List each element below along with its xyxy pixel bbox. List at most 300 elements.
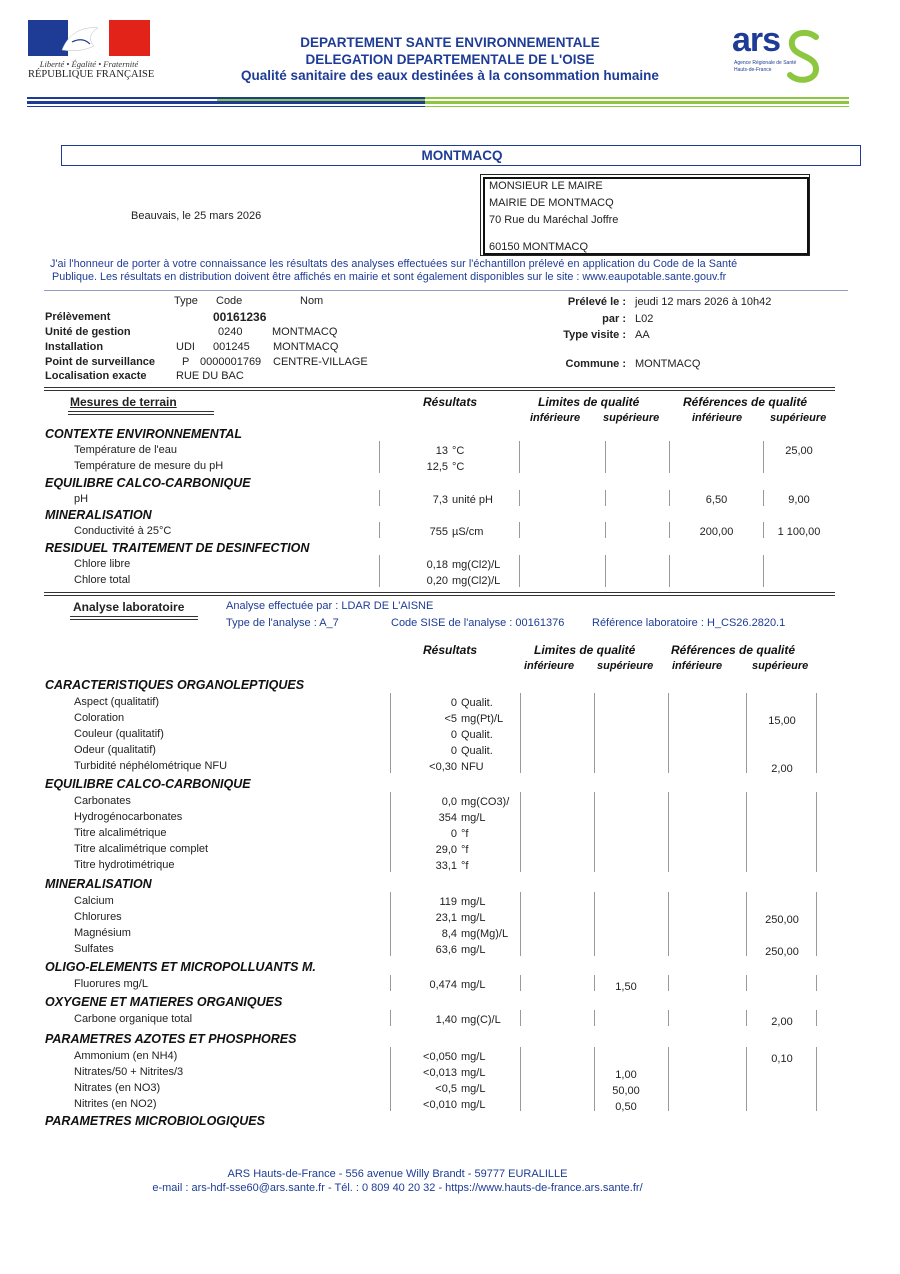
labo-param-value: 33,1 bbox=[435, 860, 457, 872]
labo-ref-sup: 2,00 bbox=[771, 763, 793, 775]
column-divider bbox=[746, 824, 747, 840]
column-divider bbox=[668, 924, 669, 940]
column-divider bbox=[390, 1063, 391, 1079]
column-divider bbox=[379, 571, 380, 587]
header-divider bbox=[27, 97, 849, 109]
labo-type-analyse: Type de l'analyse : A_7 bbox=[226, 617, 339, 629]
column-divider bbox=[668, 709, 669, 725]
terrain-param-value: 7,3 bbox=[432, 494, 448, 506]
footer-line2: e-mail : ars-hdf-sse60@ars.sante.fr - Tél. : 0 809 40 20 32 - https://www.hauts-de-france.ars.sante.fr/ bbox=[152, 1182, 643, 1194]
labo-param-name: Titre hydrotimétrique bbox=[74, 859, 175, 871]
column-divider bbox=[816, 757, 817, 773]
labo-col-ref-sup: supérieure bbox=[752, 660, 809, 672]
column-divider bbox=[668, 908, 669, 924]
terrain-col-lim-inf: inférieure bbox=[530, 412, 581, 424]
column-divider bbox=[816, 924, 817, 940]
terrain-col-ref-inf: inférieure bbox=[692, 412, 743, 424]
labo-param-value: 0,474 bbox=[429, 979, 457, 991]
column-divider bbox=[816, 840, 817, 856]
column-divider bbox=[520, 924, 521, 940]
column-divider bbox=[746, 908, 747, 924]
labo-param-value: <0,30 bbox=[429, 761, 457, 773]
column-divider bbox=[390, 725, 391, 741]
labo-param-unit: mg/L bbox=[461, 979, 486, 991]
terrain-col-resultats: Résultats bbox=[423, 395, 478, 409]
terrain-param-value: 0,20 bbox=[426, 575, 448, 587]
column-divider bbox=[520, 792, 521, 808]
column-divider bbox=[746, 1047, 747, 1063]
terrain-rule bbox=[44, 387, 835, 391]
terrain-param-unit: °C bbox=[452, 445, 465, 457]
labo-lim-sup: 50,00 bbox=[612, 1085, 640, 1097]
column-divider bbox=[668, 1047, 669, 1063]
labo-param-unit: Qualit. bbox=[461, 729, 493, 741]
labo-title: Analyse laboratoire bbox=[73, 600, 185, 614]
labo-param-value: <0,013 bbox=[423, 1067, 457, 1079]
column-divider bbox=[816, 1010, 817, 1026]
column-divider bbox=[816, 709, 817, 725]
column-divider bbox=[668, 1063, 669, 1079]
column-divider bbox=[390, 1095, 391, 1111]
column-divider bbox=[390, 1010, 391, 1026]
labo-param-value: 63,6 bbox=[435, 944, 457, 956]
column-divider bbox=[746, 940, 747, 956]
column-divider bbox=[390, 808, 391, 824]
col-type: Type bbox=[174, 295, 198, 307]
labo-param-name: Nitrites (en NO2) bbox=[74, 1098, 157, 1110]
column-divider bbox=[668, 808, 669, 824]
column-divider bbox=[390, 709, 391, 725]
labo-param-name: Odeur (qualitatif) bbox=[74, 744, 156, 756]
labo-param-name: Aspect (qualitatif) bbox=[74, 696, 159, 708]
col-nom: Nom bbox=[300, 295, 324, 307]
terrain-param-value: 0,18 bbox=[426, 559, 448, 571]
column-divider bbox=[594, 940, 595, 956]
labo-param-unit: °f bbox=[461, 828, 469, 840]
terrain-bottom-rule bbox=[44, 592, 835, 596]
column-divider bbox=[669, 490, 670, 506]
column-divider bbox=[746, 709, 747, 725]
column-divider bbox=[594, 693, 595, 709]
par-label: par : bbox=[602, 313, 626, 325]
column-divider bbox=[520, 840, 521, 856]
column-divider bbox=[816, 725, 817, 741]
labo-ref-sup: 0,10 bbox=[771, 1053, 793, 1065]
column-divider bbox=[763, 571, 764, 587]
labo-param-unit: Qualit. bbox=[461, 697, 493, 709]
labo-param-unit: mg/L bbox=[461, 1099, 486, 1111]
column-divider bbox=[520, 908, 521, 924]
column-divider bbox=[668, 940, 669, 956]
address-line: MONSIEUR LE MAIRE bbox=[489, 180, 603, 192]
column-divider bbox=[594, 709, 595, 725]
terrain-ref-sup: 25,00 bbox=[785, 445, 813, 457]
labo-effectuee: Analyse effectuée par : LDAR DE L'AISNE bbox=[226, 600, 434, 612]
labo-group-title: OXYGENE ET MATIERES ORGANIQUES bbox=[45, 995, 283, 1009]
unite-nom: MONTMACQ bbox=[272, 326, 338, 338]
labo-param-unit: Qualit. bbox=[461, 745, 493, 757]
terrain-param-name: Température de l'eau bbox=[74, 444, 177, 456]
column-divider bbox=[379, 522, 380, 538]
terrain-col-references: Références de qualité bbox=[683, 395, 808, 409]
column-divider bbox=[390, 840, 391, 856]
point-nom: CENTRE-VILLAGE bbox=[273, 356, 368, 368]
column-divider bbox=[594, 792, 595, 808]
column-divider bbox=[605, 441, 606, 457]
labo-param-unit: mg/L bbox=[461, 1083, 486, 1095]
labo-param-value: 354 bbox=[438, 812, 457, 824]
column-divider bbox=[594, 741, 595, 757]
ars-swoosh-icon bbox=[784, 29, 824, 85]
column-divider bbox=[594, 1047, 595, 1063]
date-line: Beauvais, le 25 mars 2026 bbox=[131, 210, 262, 222]
labo-lim-sup: 1,50 bbox=[615, 981, 637, 993]
address-line: MAIRIE DE MONTMACQ bbox=[489, 197, 614, 209]
column-divider bbox=[668, 892, 669, 908]
labo-param-name: Turbidité néphélométrique NFU bbox=[74, 760, 228, 772]
par-val: L02 bbox=[635, 313, 654, 325]
terrain-param-name: Chlore libre bbox=[74, 558, 131, 570]
column-divider bbox=[746, 924, 747, 940]
column-divider bbox=[746, 892, 747, 908]
column-divider bbox=[816, 1047, 817, 1063]
column-divider bbox=[763, 441, 764, 457]
column-divider bbox=[746, 1095, 747, 1111]
header-line3: Qualité sanitaire des eaux destinées à la consommation humaine bbox=[241, 68, 659, 83]
intro-line2: Publique. Les résultats en distribution doivent être affichés en mairie et sont également disponibles sur le site : www.eaupotable.sante.gouv.fr bbox=[52, 271, 727, 283]
installation-label: Installation bbox=[45, 341, 104, 353]
labo-col-lim-sup: supérieure bbox=[597, 660, 654, 672]
column-divider bbox=[668, 856, 669, 872]
labo-param-unit: mg/L bbox=[461, 812, 486, 824]
column-divider bbox=[594, 1079, 595, 1095]
republique-motto: Liberté • Égalité • Fraternité bbox=[39, 59, 139, 69]
type-visite-val: AA bbox=[635, 329, 650, 341]
labo-param-name: Nitrates (en NO3) bbox=[74, 1082, 161, 1094]
labo-param-name: Nitrates/50 + Nitrites/3 bbox=[74, 1066, 184, 1078]
column-divider bbox=[669, 441, 670, 457]
installation-code: 001245 bbox=[213, 341, 250, 353]
column-divider bbox=[519, 571, 520, 587]
column-divider bbox=[390, 1047, 391, 1063]
column-divider bbox=[520, 1095, 521, 1111]
column-divider bbox=[746, 725, 747, 741]
ars-sub2: Hauts-de-France bbox=[734, 67, 772, 73]
column-divider bbox=[390, 975, 391, 991]
column-divider bbox=[594, 757, 595, 773]
column-divider bbox=[669, 457, 670, 473]
column-divider bbox=[594, 725, 595, 741]
labo-ref-labo: Référence laboratoire : H_CS26.2820.1 bbox=[592, 617, 786, 629]
column-divider bbox=[816, 741, 817, 757]
column-divider bbox=[668, 792, 669, 808]
terrain-ref-inf: 6,50 bbox=[705, 494, 728, 506]
point-type: P bbox=[182, 356, 190, 368]
address-line: 70 Rue du Maréchal Joffre bbox=[489, 214, 619, 226]
labo-group-title: OLIGO-ELEMENTS ET MICROPOLLUANTS M. bbox=[45, 960, 316, 974]
column-divider bbox=[763, 457, 764, 473]
column-divider bbox=[520, 1010, 521, 1026]
labo-param-value: 8,4 bbox=[441, 928, 457, 940]
column-divider bbox=[519, 457, 520, 473]
column-divider bbox=[390, 792, 391, 808]
labo-param-name: Carbone organique total bbox=[74, 1013, 193, 1025]
labo-param-name: Fluorures mg/L bbox=[74, 978, 148, 990]
column-divider bbox=[816, 856, 817, 872]
labo-ref-sup: 250,00 bbox=[765, 946, 799, 958]
labo-param-unit: mg/L bbox=[461, 1051, 486, 1063]
column-divider bbox=[520, 757, 521, 773]
column-divider bbox=[746, 792, 747, 808]
terrain-ref-sup: 1 100,00 bbox=[777, 526, 821, 538]
labo-lim-sup: 1,00 bbox=[615, 1069, 637, 1081]
column-divider bbox=[668, 757, 669, 773]
column-divider bbox=[746, 693, 747, 709]
column-divider bbox=[379, 457, 380, 473]
column-divider bbox=[746, 1063, 747, 1079]
column-divider bbox=[816, 975, 817, 991]
column-divider bbox=[763, 522, 764, 538]
column-divider bbox=[390, 1079, 391, 1095]
column-divider bbox=[746, 840, 747, 856]
column-divider bbox=[520, 1047, 521, 1063]
labo-param-name: Ammonium (en NH4) bbox=[74, 1050, 178, 1062]
point-code: 0000001769 bbox=[200, 356, 262, 368]
labo-param-name: Calcium bbox=[74, 895, 114, 907]
terrain-param-name: Température de mesure du pH bbox=[74, 460, 224, 472]
labo-param-name: Hydrogénocarbonates bbox=[74, 811, 183, 823]
terrain-param-value: 755 bbox=[429, 526, 448, 538]
header-line2: DELEGATION DEPARTEMENTALE DE L'OISE bbox=[305, 52, 595, 67]
column-divider bbox=[605, 571, 606, 587]
type-visite-label: Type visite : bbox=[563, 329, 626, 341]
labo-param-value: 0,0 bbox=[441, 796, 457, 808]
localisation-val: RUE DU BAC bbox=[176, 370, 244, 382]
prelevement-label: Prélèvement bbox=[45, 311, 111, 323]
labo-param-name: Chlorures bbox=[74, 911, 122, 923]
unite-code: 0240 bbox=[218, 326, 243, 338]
labo-param-unit: NFU bbox=[461, 761, 484, 773]
column-divider bbox=[520, 808, 521, 824]
column-divider bbox=[379, 441, 380, 457]
column-divider bbox=[668, 975, 669, 991]
intro-rule bbox=[44, 290, 848, 291]
column-divider bbox=[763, 490, 764, 506]
column-divider bbox=[669, 555, 670, 571]
column-divider bbox=[519, 490, 520, 506]
labo-param-name: Carbonates bbox=[74, 795, 131, 807]
column-divider bbox=[390, 924, 391, 940]
column-divider bbox=[520, 892, 521, 908]
column-divider bbox=[668, 725, 669, 741]
column-divider bbox=[746, 1010, 747, 1026]
column-divider bbox=[390, 940, 391, 956]
column-divider bbox=[668, 824, 669, 840]
column-divider bbox=[594, 856, 595, 872]
footer-line1: ARS Hauts-de-France - 556 avenue Willy Brandt - 59777 EURALILLE bbox=[227, 1168, 568, 1180]
labo-param-name: Couleur (qualitatif) bbox=[74, 728, 164, 740]
column-divider bbox=[746, 975, 747, 991]
labo-ref-sup: 2,00 bbox=[771, 1016, 793, 1028]
unite-label: Unité de gestion bbox=[45, 326, 131, 338]
terrain-param-name: Conductivité à 25°C bbox=[74, 525, 172, 537]
labo-ref-sup: 250,00 bbox=[765, 914, 799, 926]
column-divider bbox=[594, 924, 595, 940]
ars-logo bbox=[732, 21, 822, 87]
column-divider bbox=[669, 522, 670, 538]
column-divider bbox=[816, 1079, 817, 1095]
column-divider bbox=[520, 856, 521, 872]
labo-group-title: CARACTERISTIQUES ORGANOLEPTIQUES bbox=[45, 678, 305, 692]
terrain-param-unit: mg(Cl2)/L bbox=[452, 575, 501, 587]
terrain-title-rule bbox=[68, 411, 214, 415]
column-divider bbox=[390, 741, 391, 757]
terrain-param-name: pH bbox=[74, 493, 89, 505]
labo-title-rule bbox=[70, 616, 198, 620]
commune-title: MONTMACQ bbox=[421, 148, 503, 163]
column-divider bbox=[520, 975, 521, 991]
labo-param-value: <0,5 bbox=[435, 1083, 457, 1095]
terrain-group-title: EQUILIBRE CALCO-CARBONIQUE bbox=[45, 476, 251, 490]
column-divider bbox=[520, 940, 521, 956]
prelevement-code: 00161236 bbox=[213, 310, 267, 324]
ars-logo-text: ars bbox=[732, 21, 781, 59]
terrain-ref-sup: 9,00 bbox=[788, 494, 810, 506]
labo-param-value: 23,1 bbox=[435, 912, 457, 924]
column-divider bbox=[605, 457, 606, 473]
column-divider bbox=[520, 709, 521, 725]
labo-param-value: 0 bbox=[450, 729, 457, 741]
terrain-param-unit: mg(Cl2)/L bbox=[452, 559, 501, 571]
labo-param-value: <0,050 bbox=[423, 1051, 457, 1063]
column-divider bbox=[390, 824, 391, 840]
column-divider bbox=[520, 725, 521, 741]
labo-param-unit: mg/L bbox=[461, 944, 486, 956]
point-label: Point de surveillance bbox=[45, 356, 156, 368]
column-divider bbox=[594, 824, 595, 840]
labo-ref-sup: 15,00 bbox=[768, 715, 796, 727]
column-divider bbox=[379, 555, 380, 571]
installation-nom: MONTMACQ bbox=[273, 341, 339, 353]
header-line1: DEPARTEMENT SANTE ENVIRONNEMENTALE bbox=[300, 35, 600, 50]
terrain-col-lim-sup: supérieure bbox=[603, 412, 660, 424]
column-divider bbox=[594, 808, 595, 824]
terrain-group-title: RESIDUEL TRAITEMENT DE DESINFECTION bbox=[45, 541, 310, 555]
labo-param-name: Sulfates bbox=[74, 943, 114, 955]
col-code: Code bbox=[216, 295, 243, 307]
labo-param-unit: mg(C)/L bbox=[461, 1014, 501, 1026]
labo-param-unit: mg(Mg)/L bbox=[461, 928, 509, 940]
column-divider bbox=[594, 892, 595, 908]
intro-line1: J'ai l'honneur de porter à votre connaissance les résultats des analyses effectuées sur l'échantillon prélevé en application du Code de la Santé bbox=[50, 258, 738, 270]
column-divider bbox=[594, 1063, 595, 1079]
labo-param-unit: °f bbox=[461, 844, 469, 856]
column-divider bbox=[763, 555, 764, 571]
column-divider bbox=[520, 824, 521, 840]
column-divider bbox=[379, 490, 380, 506]
column-divider bbox=[390, 908, 391, 924]
republique-name: RÉPUBLIQUE FRANÇAISE bbox=[28, 69, 155, 80]
terrain-param-unit: unité pH bbox=[452, 494, 493, 506]
terrain-ref-inf: 200,00 bbox=[699, 526, 734, 538]
column-divider bbox=[605, 522, 606, 538]
column-divider bbox=[816, 824, 817, 840]
labo-code-sise: Code SISE de l'analyse : 00161376 bbox=[391, 617, 565, 629]
labo-param-unit: mg(CO3)/ bbox=[461, 796, 510, 808]
column-divider bbox=[668, 840, 669, 856]
terrain-col-limites: Limites de qualité bbox=[538, 395, 640, 409]
labo-param-value: 29,0 bbox=[435, 844, 457, 856]
column-divider bbox=[605, 490, 606, 506]
commune-val: MONTMACQ bbox=[635, 358, 701, 370]
labo-param-value: 0 bbox=[450, 745, 457, 757]
column-divider bbox=[390, 892, 391, 908]
labo-group-title: EQUILIBRE CALCO-CARBONIQUE bbox=[45, 777, 251, 791]
column-divider bbox=[520, 741, 521, 757]
labo-group-title: PARAMETRES MICROBIOLOGIQUES bbox=[45, 1114, 265, 1128]
terrain-param-name: Chlore total bbox=[74, 574, 131, 586]
column-divider bbox=[520, 1079, 521, 1095]
column-divider bbox=[668, 693, 669, 709]
column-divider bbox=[520, 693, 521, 709]
terrain-group-title: MINERALISATION bbox=[45, 508, 152, 522]
terrain-param-value: 13 bbox=[435, 445, 448, 457]
labo-param-value: <0,010 bbox=[423, 1099, 457, 1111]
column-divider bbox=[390, 757, 391, 773]
column-divider bbox=[816, 693, 817, 709]
commune-label: Commune : bbox=[565, 358, 626, 370]
column-divider bbox=[605, 555, 606, 571]
column-divider bbox=[669, 571, 670, 587]
column-divider bbox=[668, 741, 669, 757]
labo-lim-sup: 0,50 bbox=[615, 1101, 637, 1113]
labo-param-value: 1,40 bbox=[435, 1014, 457, 1026]
labo-param-value: 0 bbox=[450, 697, 457, 709]
terrain-group-title: CONTEXTE ENVIRONNEMENTAL bbox=[45, 427, 242, 441]
labo-col-lim-inf: inférieure bbox=[524, 660, 575, 672]
installation-type: UDI bbox=[176, 341, 195, 353]
column-divider bbox=[594, 840, 595, 856]
column-divider bbox=[668, 1079, 669, 1095]
column-divider bbox=[390, 693, 391, 709]
localisation-label: Localisation exacte bbox=[45, 370, 147, 382]
column-divider bbox=[519, 522, 520, 538]
preleve-le-label: Prélevé le : bbox=[567, 296, 626, 308]
column-divider bbox=[668, 1010, 669, 1026]
column-divider bbox=[746, 808, 747, 824]
labo-group-title: MINERALISATION bbox=[45, 877, 152, 891]
column-divider bbox=[519, 555, 520, 571]
column-divider bbox=[746, 757, 747, 773]
column-divider bbox=[594, 1010, 595, 1026]
column-divider bbox=[594, 908, 595, 924]
column-divider bbox=[816, 1063, 817, 1079]
column-divider bbox=[816, 940, 817, 956]
labo-param-unit: mg(Pt)/L bbox=[461, 713, 504, 725]
ars-sub1: Agence Régionale de Santé bbox=[734, 60, 797, 66]
column-divider bbox=[816, 792, 817, 808]
labo-param-unit: mg/L bbox=[461, 912, 486, 924]
terrain-param-value: 12,5 bbox=[426, 461, 448, 473]
labo-col-ref-inf: inférieure bbox=[672, 660, 723, 672]
column-divider bbox=[816, 808, 817, 824]
column-divider bbox=[746, 741, 747, 757]
labo-param-value: 0 bbox=[450, 828, 457, 840]
labo-param-name: Coloration bbox=[74, 712, 125, 724]
column-divider bbox=[816, 892, 817, 908]
column-divider bbox=[746, 1079, 747, 1095]
column-divider bbox=[390, 856, 391, 872]
